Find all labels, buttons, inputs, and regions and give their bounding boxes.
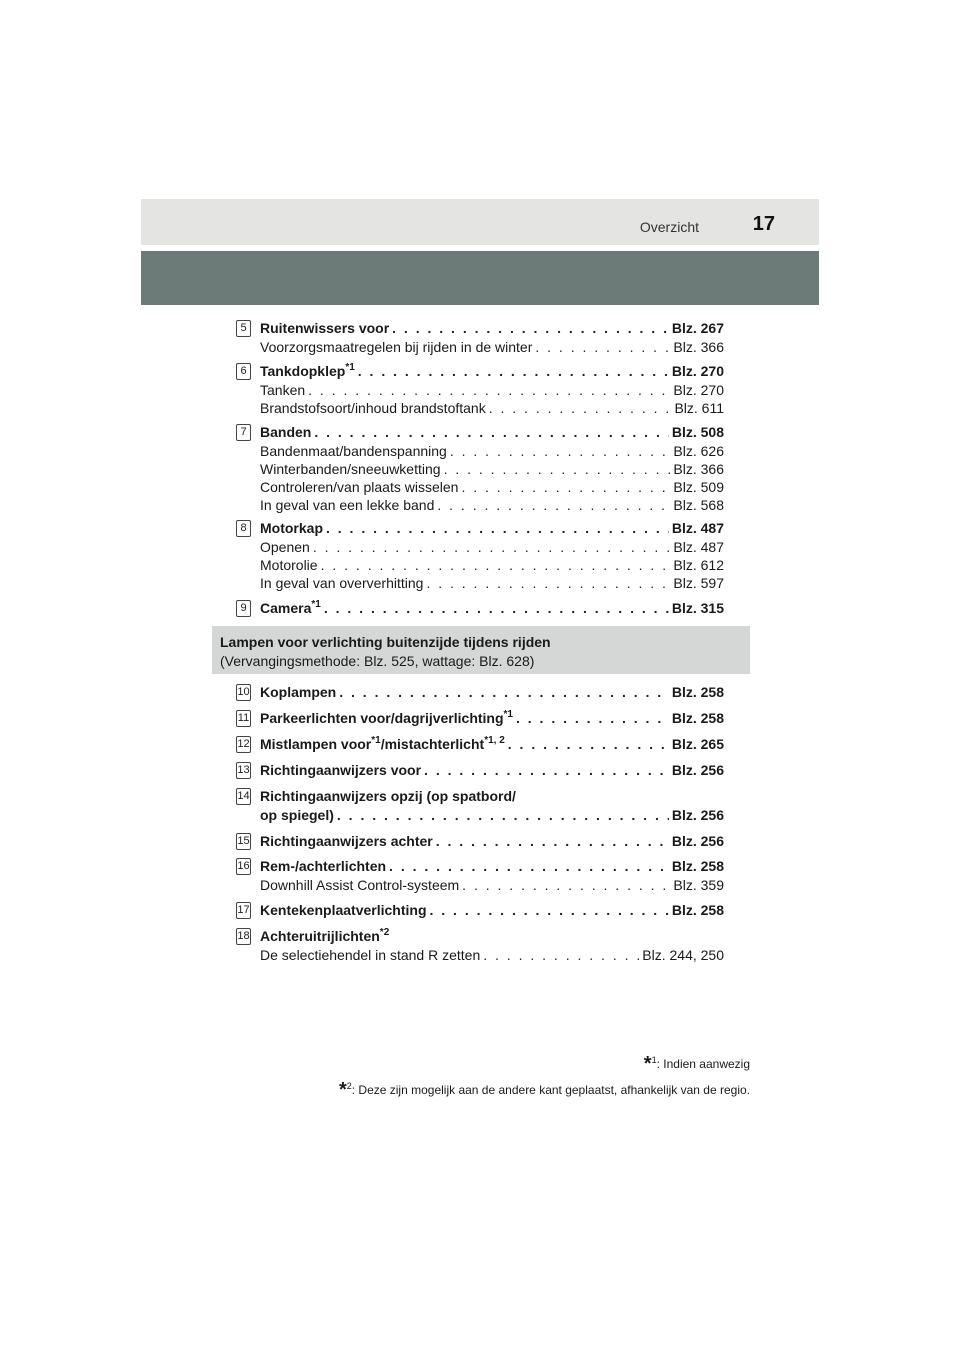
leader-dots <box>308 382 670 399</box>
subentry-page: Blz. 611 <box>674 400 724 416</box>
leader-dots <box>535 339 670 356</box>
item-marker: 11 <box>236 710 251 727</box>
entry-link[interactable] <box>260 736 724 753</box>
footnote-ref: *2 <box>379 927 390 938</box>
entry-title-text: Parkeerlichten voor/dagrijverlichting <box>260 710 504 726</box>
leader-dots <box>462 877 670 894</box>
entry-title <box>260 600 321 617</box>
entry-link[interactable] <box>260 833 724 850</box>
entry-link[interactable] <box>260 788 724 805</box>
subentry-title: Controleren/van plaats wisselen <box>260 479 459 495</box>
footnote-ref: *1 <box>371 735 381 746</box>
entry-page: Blz. 258 <box>671 710 724 726</box>
subentry-page: Blz. 366 <box>673 339 724 355</box>
lamp-section-subtitle: (Vervangingsmethode: Blz. 525, wattage: Blz. 628) <box>220 653 535 669</box>
leader-dots <box>389 858 669 875</box>
item-marker: 14 <box>236 788 251 805</box>
entry-page: Blz. 256 <box>671 807 724 823</box>
subentry-title: Winterbanden/sneeuwketting <box>260 461 441 477</box>
entry-link[interactable] <box>260 684 724 701</box>
item-marker: 5 <box>236 320 251 337</box>
subentry-title: Openen <box>260 539 310 555</box>
subentry-link[interactable] <box>260 382 724 399</box>
lamp-section-title: Lampen voor verlichting buitenzijde tijdens rijden <box>220 634 551 650</box>
leader-dots <box>516 710 669 727</box>
subentry-title: Tanken <box>260 382 306 398</box>
leader-dots <box>430 902 669 919</box>
entry-title: Richtingaanwijzers voor <box>260 762 422 778</box>
entry-page: Blz. 258 <box>671 858 724 874</box>
lamp-section-header <box>212 626 750 674</box>
leader-dots <box>483 947 639 964</box>
entry-link[interactable] <box>260 902 724 919</box>
entry-title: Motorkap <box>260 520 323 536</box>
entry-page: Blz. 265 <box>671 736 724 752</box>
entry-link[interactable] <box>260 807 724 824</box>
subentry-title: Voorzorgsmaatregelen bij rijden in de winter <box>260 339 533 355</box>
entry-title: Richtingaanwijzers opzij (op spatbord/ <box>260 788 516 804</box>
subentry-page: Blz. 487 <box>673 539 724 555</box>
leader-dots <box>436 833 669 850</box>
subentry-page: Blz. 612 <box>673 557 724 573</box>
leader-dots <box>437 497 670 514</box>
entry-title: Richtingaanwijzers achter <box>260 833 433 849</box>
leader-dots <box>337 807 669 824</box>
subentry-page: Blz. 626 <box>673 443 724 459</box>
entry-page: Blz. 267 <box>671 320 724 336</box>
item-marker: 7 <box>236 424 251 441</box>
item-marker: 10 <box>236 684 251 701</box>
entry-page: Blz. 256 <box>671 762 724 778</box>
entry-title-text: Tankdopklep <box>260 363 346 379</box>
leader-dots <box>489 400 672 417</box>
item-marker: 15 <box>236 833 251 850</box>
subentry-link[interactable] <box>260 539 724 556</box>
leader-dots <box>314 424 669 441</box>
item-marker: 9 <box>236 600 251 617</box>
entry-heading <box>260 928 724 945</box>
header-banner <box>141 251 819 305</box>
item-marker: 16 <box>236 858 251 875</box>
entry-title-text: Camera <box>260 600 312 616</box>
subentry-link[interactable] <box>260 557 724 574</box>
entry-title-text: Achteruitrijlichten <box>260 928 380 944</box>
item-marker: 17 <box>236 902 251 919</box>
footnote-ref: *1 <box>345 362 355 373</box>
subentry-link[interactable] <box>260 947 724 964</box>
leader-dots <box>508 736 669 753</box>
entry-page: Blz. 508 <box>671 424 724 440</box>
entry-link[interactable] <box>260 363 724 380</box>
subentry-page: Blz. 366 <box>673 461 724 477</box>
leader-dots <box>321 557 671 574</box>
entry-link[interactable] <box>260 600 724 617</box>
subentry-page: Blz. 509 <box>673 479 724 495</box>
entry-title: Rem-/achterlichten <box>260 858 387 874</box>
footnote-2 <box>339 1079 750 1102</box>
entry-page: Blz. 315 <box>671 600 724 616</box>
section-title: Overzicht <box>639 219 699 235</box>
subentry-title: De selectiehendel in stand R zetten <box>260 947 481 963</box>
item-marker: 18 <box>236 928 251 945</box>
footnote-text: : Indien aanwezig <box>656 1057 750 1071</box>
subentry-title: Downhill Assist Control-systeem <box>260 877 460 893</box>
item-marker: 13 <box>236 762 251 779</box>
entry-title <box>260 363 355 380</box>
entry-link[interactable] <box>260 710 724 727</box>
entry-link[interactable] <box>260 320 724 337</box>
entry-page: Blz. 258 <box>671 902 724 918</box>
leader-dots <box>324 600 669 617</box>
subentry-title: Motorolie <box>260 557 318 573</box>
header-bar <box>141 199 819 245</box>
leader-dots <box>444 461 671 478</box>
footnote-ref: *1 <box>503 709 513 720</box>
leader-dots <box>313 539 671 556</box>
subentry-title: Brandstofsoort/inhoud brandstoftank <box>260 400 486 416</box>
subentry-page: Blz. 568 <box>673 497 724 513</box>
footnote-ref: *1 <box>311 599 321 610</box>
footnote-mark: * <box>643 1053 652 1075</box>
subentry-link[interactable] <box>260 400 724 417</box>
entry-link[interactable] <box>260 520 724 537</box>
footnote-mark: * <box>338 1079 347 1101</box>
subentry-page: Blz. 270 <box>673 382 724 398</box>
page-number: 17 <box>752 213 775 235</box>
subentry-title: Bandenmaat/bandenspanning <box>260 443 447 459</box>
subentry-link[interactable] <box>260 479 724 496</box>
subentry-title: In geval van oververhitting <box>260 575 424 591</box>
leader-dots <box>426 575 670 592</box>
subentry-link[interactable] <box>260 461 724 478</box>
footnote-1 <box>644 1053 750 1076</box>
leader-dots <box>461 479 670 496</box>
subentry-page: Blz. 597 <box>673 575 724 591</box>
subentry-link[interactable] <box>260 575 724 592</box>
entry-link[interactable] <box>260 858 724 875</box>
leader-dots <box>326 520 669 537</box>
entry-title-text: Mistlampen voor <box>260 736 372 752</box>
footnote-ref: *1, 2 <box>484 735 505 746</box>
item-marker: 6 <box>236 363 251 380</box>
subentry-page: Blz. 244, 250 <box>642 947 724 963</box>
entry-title: Kentekenplaatverlichting <box>260 902 427 918</box>
leader-dots <box>358 363 669 380</box>
entry-title <box>260 710 513 727</box>
entry-title: Banden <box>260 424 312 440</box>
entry-title: Ruitenwissers voor <box>260 320 390 336</box>
entry-title <box>260 736 505 753</box>
entry-page: Blz. 258 <box>671 684 724 700</box>
entry-title: Koplampen <box>260 684 337 700</box>
entry-title: op spiegel) <box>260 807 334 823</box>
leader-dots <box>424 762 669 779</box>
entry-title-text: /mistachterlicht <box>380 736 485 752</box>
entry-page: Blz. 256 <box>671 833 724 849</box>
item-marker: 8 <box>236 520 251 537</box>
subentry-link[interactable] <box>260 877 724 894</box>
subentry-page: Blz. 359 <box>673 877 724 893</box>
footnote-text: : Deze zijn mogelijk aan de andere kant geplaatst, afhankelijk van de regio. <box>351 1083 750 1097</box>
leader-dots <box>392 320 669 337</box>
entry-link[interactable] <box>260 424 724 441</box>
entry-page: Blz. 270 <box>671 363 724 379</box>
leader-dots <box>450 443 671 460</box>
leader-dots <box>339 684 669 701</box>
item-marker: 12 <box>236 736 251 753</box>
entry-link[interactable] <box>260 762 724 779</box>
entry-title <box>260 928 389 945</box>
footnote-number: 2 <box>346 1081 352 1091</box>
footnote-number: 1 <box>651 1055 657 1065</box>
subentry-title: In geval van een lekke band <box>260 497 435 513</box>
subentry-link[interactable] <box>260 497 724 514</box>
entry-page: Blz. 487 <box>671 520 724 536</box>
subentry-link[interactable] <box>260 339 724 356</box>
subentry-link[interactable] <box>260 443 724 460</box>
